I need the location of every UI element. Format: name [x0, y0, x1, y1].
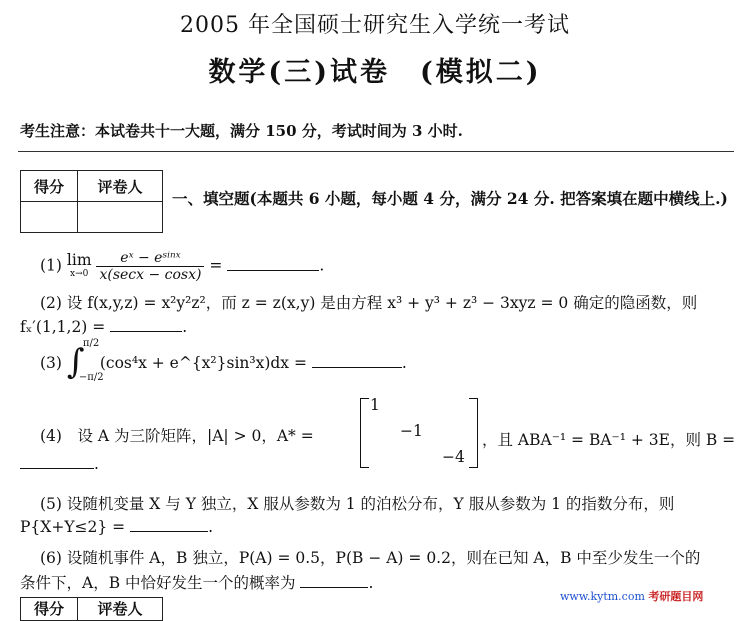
question-4-post: ，且 ABA⁻¹ = BA⁻¹ + 3E，则 B = [482, 431, 736, 449]
lim-subscript: x→0 [70, 268, 89, 279]
question-2-line2: fₓ′(1,1,2) = . [20, 318, 188, 336]
question-6-line2: 条件下，A，B 中恰好发生一个的概率为 . [20, 574, 374, 592]
watermark-url: www.kytm.com [560, 590, 645, 603]
question-6-line1: (6) 设随机事件 A，B 独立，P(A) = 0.5，P(B − A) = 0.2，则在已知 A，B 中至少发生一个的 [40, 549, 701, 567]
answer-blank [20, 454, 94, 469]
question-2-line1: (2) 设 f(x,y,z) = x²y²z²，而 z = z(x,y) 是由方程 x³ + y³ + z³ − 3xyz = 0 确定的隐函数，则 [40, 294, 698, 312]
matrix-left-bracket [360, 398, 369, 468]
question-4-pre: (4) 设 A 为三阶矩阵，|A| > 0，A* = [40, 427, 314, 445]
question-2-expr: fₓ′(1,1,2) = [20, 318, 106, 336]
fraction [96, 250, 204, 283]
question-4-answer: . [20, 454, 99, 473]
fraction-denominator: x(secx − cosx) [99, 267, 202, 283]
score-cell [21, 202, 78, 233]
question-6-text: 条件下，A，B 中恰好发生一个的概率为 [20, 574, 296, 592]
question-5-line1: (5) 设随机变量 X 与 Y 独立，X 服从参数为 1 的泊松分布，Y 服从参数为 1 的指数分布，则 [40, 495, 675, 513]
score-header: 得分 [21, 171, 78, 202]
question-1: (1) lim x→0 $\frac{\text{eˣ − eˢⁱⁿˣ}}{x(\sec x - \cos x)}$ = . [40, 250, 325, 283]
score-table-next [20, 597, 163, 621]
integral-sign: ∫ π/2 −π/2 [66, 338, 104, 383]
limit-operator [66, 250, 92, 281]
grader-header: 评卷人 [78, 598, 163, 621]
matrix-right-bracket [469, 398, 478, 468]
exam-title: 2005 年全国硕士研究生入学统一考试 [180, 13, 570, 38]
matrix-entry: 1 [370, 396, 380, 414]
exam-subtitle: 数学(三)试卷 (模拟二) [208, 57, 542, 88]
integrand: (cos⁴x + e^{x²}sin³x)dx = [99, 354, 307, 372]
equals-sign: = [209, 256, 223, 275]
answer-blank [130, 517, 208, 532]
answer-blank [312, 353, 402, 368]
answer-blank [300, 573, 368, 588]
divider [18, 151, 734, 152]
grader-header: 评卷人 [78, 171, 163, 202]
matrix-entry: −1 [400, 422, 423, 440]
integral-upper-limit: π/2 [82, 338, 100, 349]
section-heading: 一、填空题(本题共 6 小题，每小题 4 分，满分 24 分. 把答案填在题中横线上.) [172, 189, 728, 208]
exam-notice: 考生注意：本试卷共十一大题，满分 150 分，考试时间为 3 小时. [20, 122, 463, 140]
question-number: (3) [40, 354, 62, 372]
question-number: (1) [40, 256, 62, 275]
score-table [20, 170, 163, 233]
adjugate-matrix [360, 398, 478, 466]
question-5-expr: P{X+Y≤2} = [20, 518, 126, 536]
question-5-line2: P{X+Y≤2} = . [20, 518, 214, 536]
watermark-site-name: 考研题目网 [648, 590, 704, 603]
watermark [560, 588, 703, 604]
lim-text: lim [66, 250, 92, 269]
matrix-entry: −4 [442, 448, 465, 466]
answer-blank [227, 256, 319, 271]
score-header: 得分 [21, 598, 78, 621]
integral-lower-limit: −π/2 [78, 372, 104, 383]
answer-blank [110, 317, 182, 332]
fraction-numerator: eˣ − eˢⁱⁿˣ [96, 250, 204, 267]
question-3: (3) ∫ π/2 −π/2 (cos⁴x + e^{x²}sin³x)dx = . [40, 338, 407, 383]
grader-cell [78, 202, 163, 233]
